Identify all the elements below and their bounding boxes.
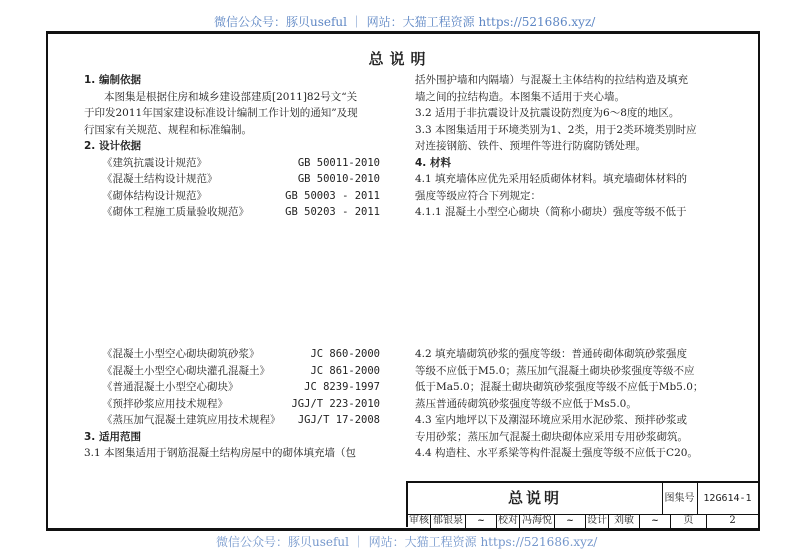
- reference-row: [84, 396, 380, 413]
- text-line: 4.3 室内地坪以下及潮湿环境应采用水泥砂浆、预拌砂浆或: [415, 414, 688, 426]
- reference-name: 《混凝土小型空心砌块砌筑砂浆》: [102, 348, 260, 360]
- text-line: 蒸压普通砖砌筑砂浆强度等级不应低于Ms5.0。: [415, 397, 637, 410]
- reference-name: 《建筑抗震设计规范》: [102, 156, 207, 169]
- left-column-top: [84, 72, 380, 221]
- right-column-bottom: [415, 346, 730, 462]
- title-block: [406, 481, 758, 527]
- reference-code: JGJ/T 223-2010: [291, 397, 380, 410]
- reference-name: 《混凝土小型空心砌块灌孔混凝土》: [102, 364, 270, 377]
- designer-name: 刘敏: [609, 514, 640, 528]
- text-line: 对连接钢筋、铁件、预埋件等进行防腐防锈处理。: [415, 140, 646, 152]
- text-line: 括外围护墙和内隔墙）与混凝土主体结构的拉结构造及填充: [415, 74, 688, 86]
- watermark-bottom: 微信公众号：豚贝useful ｜ 网站：大猫工程资源 https://521686.xyz/: [216, 535, 598, 549]
- reference-row: [84, 363, 380, 380]
- reviewer-name: 郁银泉: [431, 514, 466, 528]
- reference-row: [84, 204, 380, 221]
- section-heading: 3. 适用范围: [84, 430, 141, 443]
- reference-code: JC 861-2000: [310, 364, 380, 377]
- reference-name: 《砌体结构设计规范》: [102, 189, 207, 202]
- text-line: 4.1 填充墙体应优先采用轻质砌体材料。填充墙砌体材料的: [415, 173, 688, 185]
- reference-row: [84, 346, 380, 363]
- checker-name: 冯海悦: [520, 514, 555, 528]
- reference-code: GB 50003 - 2011: [285, 189, 380, 202]
- text-line: 3.3 本图集适用于环境类别为1、2类，用于2类环境类别时应: [415, 123, 697, 136]
- reference-row: [84, 171, 380, 188]
- text-line: 墙之间的拉结构造。本图集不适用于夹心墙。: [415, 90, 625, 103]
- reference-code: JC 860-2000: [310, 348, 380, 360]
- page-number: 2: [729, 515, 736, 526]
- text-line: 强度等级应符合下列规定：: [415, 189, 541, 202]
- atlas-number: 12G614-1: [703, 493, 752, 504]
- text-line: 4.2 填充墙砌筑砂浆的强度等级：普通砖砌体砌筑砂浆强度: [415, 348, 688, 360]
- text-line: 4.4 构造柱、水平系梁等构件混凝土强度等级不应低于C20。: [415, 447, 698, 459]
- text-line: 3.2 适用于非抗震设计及抗震设防烈度为6～8度的地区。: [415, 107, 680, 119]
- right-column-top: [415, 72, 730, 221]
- page-title: 总说明: [368, 50, 432, 68]
- checker-signature: ~: [555, 514, 586, 528]
- reference-code: GB 50011-2010: [297, 156, 380, 169]
- reference-code: JGJ/T 17-2008: [297, 414, 380, 426]
- reference-row: [84, 412, 380, 429]
- text-line: 3.1 本图集适用于钢筋混凝土结构房屋中的砌体填充墙（包: [84, 447, 357, 459]
- designer-signature: ~: [640, 514, 671, 528]
- reference-name: 《混凝土结构设计规范》: [102, 173, 218, 185]
- reference-name: 《蒸压加气混凝土建筑应用技术规程》: [102, 414, 281, 426]
- text-line: 低于Ma5.0；混凝土砌块砌筑砂浆强度等级不应低于Mb5.0；: [415, 381, 704, 393]
- review-label: 审核: [409, 515, 429, 526]
- reference-name: 《预拌砂浆应用技术规程》: [102, 397, 228, 410]
- reference-row: [84, 155, 380, 172]
- reference-row: [84, 379, 380, 396]
- atlas-number-label: 图集号: [662, 483, 698, 514]
- reference-code: GB 50203 - 2011: [285, 206, 380, 218]
- reviewer-signature: ~: [466, 514, 497, 528]
- reference-name: 《普通混凝土小型空心砌块》: [102, 381, 239, 393]
- check-label: 校对: [498, 515, 518, 526]
- section-heading: 4. 材料: [415, 156, 451, 169]
- left-column-bottom: [84, 346, 380, 462]
- text-line: 等级不应低于M5.0；蒸压加气混凝土砌块砂浆强度等级不应: [415, 364, 695, 377]
- text-line: 4.1.1 混凝土小型空心砌块（简称小砌块）强度等级不低于: [415, 206, 687, 218]
- section-heading: 1. 编制依据: [84, 74, 141, 86]
- text-line: 行国家有关规范、规程和标准编制。: [84, 123, 252, 136]
- text-line: 专用砂浆；蒸压加气混凝土砌块砌体应采用专用砂浆砌筑。: [415, 430, 688, 443]
- text-line: 于印发2011年国家建设标准设计编制工作计划的通知”及现: [84, 107, 358, 119]
- watermark-top: 微信公众号：豚贝useful ｜ 网站：大猫工程资源 https://521686.xyz/: [214, 15, 596, 29]
- reference-code: GB 50010-2010: [297, 173, 380, 185]
- design-label: 设计: [587, 515, 607, 526]
- text-line: 本图集是根据住房和城乡建设部建质[2011]82号文“关: [104, 90, 358, 103]
- page-label: 页: [671, 514, 707, 528]
- reference-row: [84, 188, 380, 205]
- drawing-name: 总说明: [408, 483, 663, 514]
- section-heading: 2. 设计依据: [84, 140, 141, 152]
- reference-name: 《砌体工程施工质量验收规范》: [102, 206, 249, 218]
- reference-code: JC 8239-1997: [304, 381, 380, 393]
